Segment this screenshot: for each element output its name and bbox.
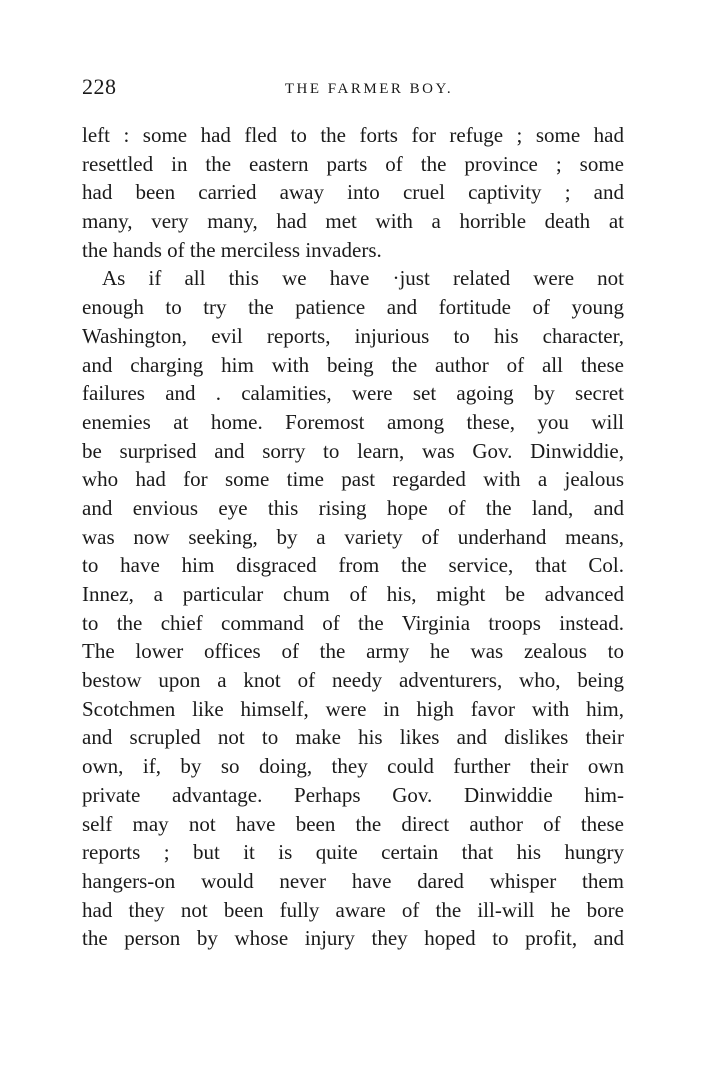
text-line: and charging him with being the author of all these <box>82 352 624 377</box>
text-line: Scotchmen like himself, were in high favor with him, <box>82 696 624 721</box>
text-line: who had for some time past regarded with a jealous <box>82 467 624 492</box>
page-number: 228 <box>82 74 117 99</box>
text-line: was now seeking, by a variety of underhand means, <box>82 524 624 549</box>
text-line: had been carried away into cruel captivity ; and <box>82 180 624 205</box>
text-line: reports ; but it is quite certain that his hungry <box>82 840 624 865</box>
text-line: left : some had fled to the forts for refuge ; some had <box>82 123 624 147</box>
text-line: Washington, evil reports, injurious to his character, <box>82 323 624 348</box>
text-line: own, if, by so doing, they could further their own <box>82 754 624 779</box>
text-line: to the chief command of the Virginia troops instead. <box>82 610 624 635</box>
text-line: bestow upon a knot of needy adventurers, who, being <box>82 668 624 693</box>
text-line: Innez, a particular chum of his, might be advanced <box>82 582 624 606</box>
text-line: to have him disgraced from the service, that Col. <box>82 553 624 578</box>
text-line: be surprised and sorry to learn, was Gov. Dinwiddie, <box>82 438 624 463</box>
text-line: The lower offices of the army he was zealous to <box>82 639 624 664</box>
text-line: hangers-on would never have dared whisper them <box>82 868 624 893</box>
text-line: failures and . calamities, were set agoing by secret <box>82 381 624 406</box>
text-line: self may not have been the direct author of these <box>82 811 624 836</box>
text-line: enough to try the patience and fortitude of young <box>82 295 624 320</box>
text-line: the hands of the merciless invaders. <box>82 237 382 262</box>
text-line: resettled in the eastern parts of the province ; some <box>82 151 624 176</box>
text-line: and scrupled not to make his likes and dislikes their <box>82 725 624 750</box>
text-line: enemies at home. Foremost among these, you will <box>82 409 624 434</box>
text-line: private advantage. Perhaps Gov. Dinwiddie him- <box>82 782 624 807</box>
text-line: As if all this we have ·just related were not <box>102 266 624 291</box>
text-line: had they not been fully aware of the ill-will he bore <box>82 897 624 922</box>
text-line: the person by whose injury they hoped to profit, and <box>82 926 624 951</box>
body-text <box>82 121 624 953</box>
text-line: and envious eye this rising hope of the land, and <box>82 495 624 520</box>
text-line: many, very many, had met with a horrible death at <box>82 209 624 234</box>
running-head-title: THE FARMER BOY. <box>284 81 454 97</box>
